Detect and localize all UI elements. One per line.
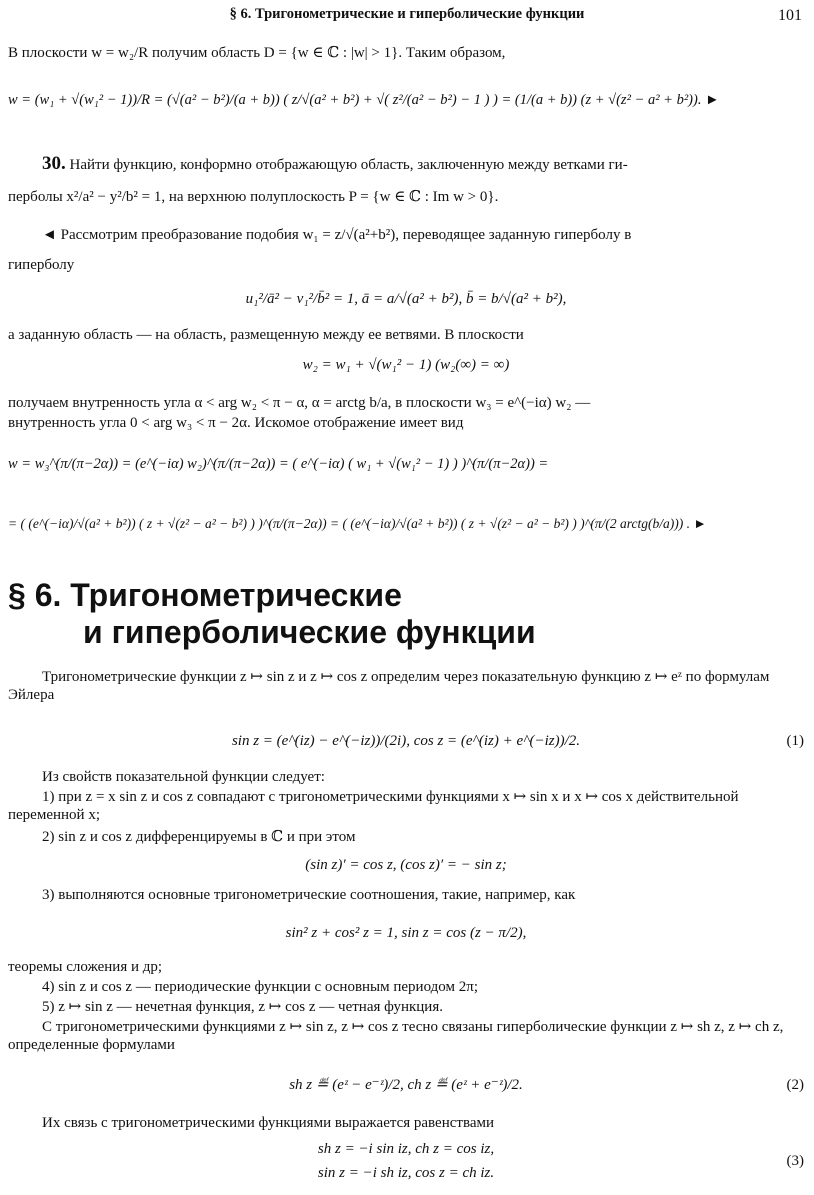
hyperbola-equation: u₁²/ā² − v₁²/b̄² = 1, ā = a/√(a² + b²), b̄ = b/√(a² + b²), bbox=[245, 291, 567, 307]
derivative-equation: (sin z)′ = cos z, (cos z)′ = − sin z; bbox=[305, 857, 507, 873]
equation-3b: sin z = −i sh iz, cos z = ch iz. bbox=[317, 1165, 495, 1181]
final-formula-line2: = ( (e^(−iα)/√(a² + b²)) ( z + √(z² − a² − b²) ) )^(π/(π−2α)) = ( (e^(−iα)/√(a² + b²)) ( z + √(z² − a² − b²) ) )^(π/(2 arctg(b/a))) . ► bbox=[8, 516, 707, 531]
final-formula-line1: w = w₃^(π/(π−2α)) = (e^(−iα) w₂)^(π/(π−2α)) = ( e^(−iα) ( w₁ + √(w₁² − 1) ) )^(π/(π−2α)) = bbox=[8, 456, 549, 472]
problem-statement-line2: перболы x²/a² − y²/b² = 1, на верхнюю полуплоскость P = {w ∈ ℂ : Im w > 0}. bbox=[8, 189, 499, 205]
problem-statement-line1: Найти функцию, конформно отображающую область, заключенную между ветками ги- bbox=[69, 157, 628, 173]
property-3-continued: теоремы сложения и др; bbox=[8, 959, 163, 975]
equation-3-number: (3) bbox=[786, 1153, 804, 1169]
paragraph-properties: Из свойств показательной функции следует: bbox=[42, 769, 325, 785]
paragraph-relation: Их связь с тригонометрическими функциями выражается равенствами bbox=[42, 1115, 495, 1131]
w2-equation: w₂ = w₁ + √(w₁² − 1) (w₂(∞) = ∞) bbox=[302, 357, 510, 373]
property-5: 5) z ↦ sin z — нечетная функция, z ↦ cos z — четная функция. bbox=[42, 999, 443, 1015]
equation-2: sh z ≝ (eᶻ − e⁻ᶻ)/2, ch z ≝ (eᶻ + e⁻ᶻ)/2. bbox=[289, 1077, 523, 1093]
problem-number: 30. bbox=[42, 153, 66, 174]
property-4: 4) sin z и cos z — периодические функции с основным периодом 2π; bbox=[42, 979, 478, 995]
formula-w: w = (w₁ + √(w₁² − 1))/R = (√(a² − b²)/(a + b)) ( z/√(a² + b²) + √( z²/(a² − b²) − 1 ) ) = (1/(a + b)) (z + √(z² − a² + b²)). ► bbox=[8, 92, 720, 108]
intro-line: В плоскости w = w₂/R получим область D = {w ∈ ℂ : |w| > 1}. Таким образом, bbox=[8, 45, 506, 61]
problem-30-statement bbox=[8, 152, 804, 175]
section-title-line1: § 6. Тригонометрические bbox=[8, 577, 402, 613]
solution-line1: ◄ Рассмотрим преобразование подобия w₁ = z/√(a²+b²), переводящее заданную гиперболу в bbox=[42, 227, 632, 243]
section-heading bbox=[8, 577, 536, 651]
section-title-line2: и гиперболические функции bbox=[83, 613, 536, 650]
equation-1-number: (1) bbox=[786, 733, 804, 749]
solution-line2: гиперболу bbox=[8, 257, 75, 273]
running-head-title: § 6. Тригонометрические и гиперболические функции bbox=[229, 6, 585, 22]
identity-equation: sin² z + cos² z = 1, sin z = cos (z − π/2), bbox=[285, 925, 527, 941]
solution-line4: получаем внутренность угла α < arg w₂ < π − α, α = arctg b/a, в плоскости w₃ = e^(−iα) w₂ — bbox=[8, 395, 591, 411]
paragraph-hyperbolic: С тригонометрическими функциями z ↦ sin z, z ↦ cos z тесно связаны гиперболические функции z ↦ sh z, z ↦ ch z, определенные формулами bbox=[8, 1019, 784, 1054]
property-1: 1) при z = x sin z и cos z совпадают с тригонометрическими функциями x ↦ sin x и x ↦ cos x действительной переменной x; bbox=[8, 789, 739, 824]
property-3: 3) выполняются основные тригонометрические соотношения, такие, например, как bbox=[42, 887, 576, 903]
property-2: 2) sin z и cos z дифференцируемы в ℂ и при этом bbox=[42, 829, 356, 845]
paragraph-euler: Тригонометрические функции z ↦ sin z и z ↦ cos z определим через показательную функцию z ↦ eᶻ по формулам Эйлера bbox=[8, 669, 770, 704]
solution-line3: а заданную область — на область, размещенную между ее ветвями. В плоскости bbox=[8, 327, 524, 343]
equation-2-number: (2) bbox=[786, 1077, 804, 1093]
page-number: 101 bbox=[778, 7, 802, 24]
running-header bbox=[0, 6, 814, 28]
solution-line5: внутренность угла 0 < arg w₃ < π − 2α. Искомое отображение имеет вид bbox=[8, 415, 464, 431]
equation-3a: sh z = −i sin iz, ch z = cos iz, bbox=[317, 1141, 495, 1157]
equation-1: sin z = (e^(iz) − e^(−iz))/(2i), cos z = (e^(iz) + e^(−iz))/2. bbox=[231, 733, 581, 749]
